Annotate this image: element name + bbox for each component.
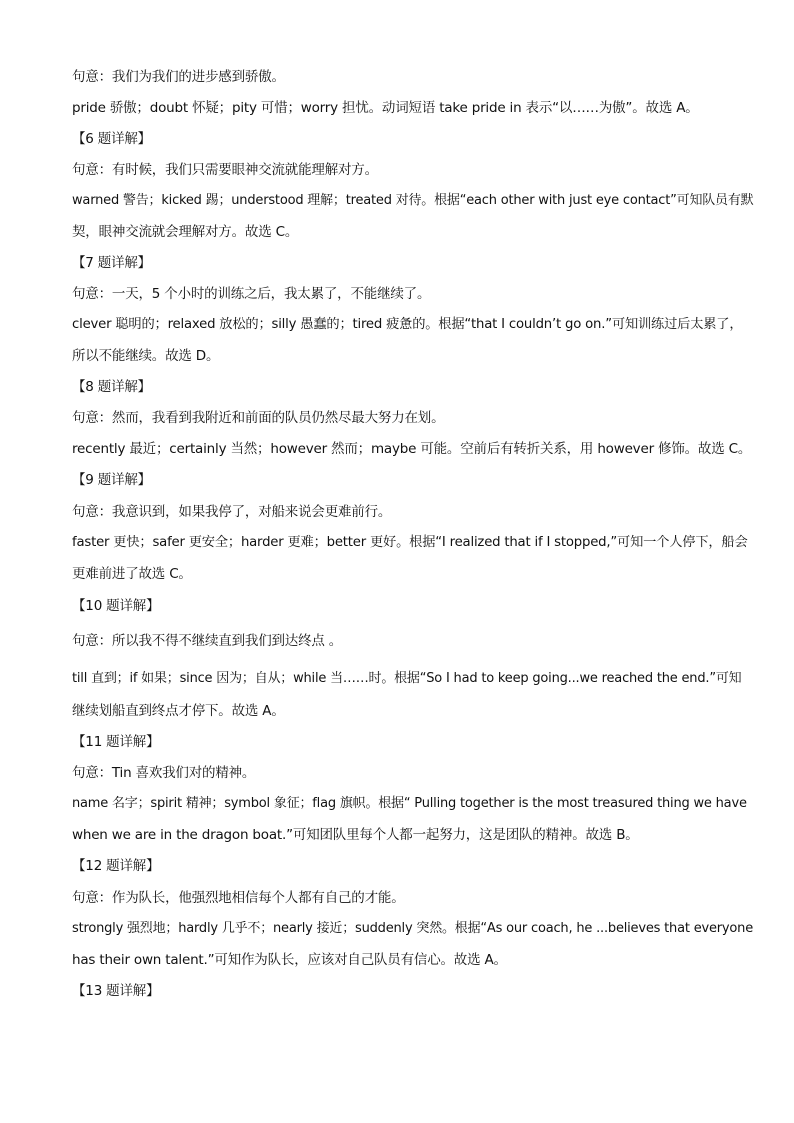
q7-heading: 【7 题详解】: [72, 255, 151, 271]
q7-explanation-2: 所以不能继续。故选 D。: [72, 348, 220, 364]
q9-heading: 【9 题详解】: [72, 472, 151, 488]
q12-explanation-1: strongly 强烈地；hardly 几乎不；nearly 接近；suddenly 突然。根据“As our coach, he ...believes that everyone: [72, 921, 754, 936]
q5-meaning: 句意：我们为我们的进步感到骄傲。: [72, 69, 285, 85]
q7-explanation-1: clever 聪明的；relaxed 放松的；silly 愚蠢的；tired 疲惫的。根据“that I couldn’t go on.”可知训练过后太累了，: [72, 317, 743, 332]
q10-explanation-1: till 直到；if 如果；since 因为；自从；while 当……时。根据“So I had to keep going...we reached the end.”可知: [72, 671, 742, 686]
q11-heading: 【11 题详解】: [72, 734, 160, 750]
q13-heading: 【13 题详解】: [72, 983, 160, 999]
q12-meaning: 句意：作为队长，他强烈地相信每个人都有自己的才能。: [72, 890, 405, 906]
q10-explanation-2: 继续划船直到终点才停下。故选 A。: [72, 703, 285, 719]
q7-meaning: 句意：一天，5 个小时的训练之后，我太累了，不能继续了。: [72, 286, 431, 302]
q8-heading: 【8 题详解】: [72, 379, 151, 395]
q6-explanation-1: warned 警告；kicked 踢；understood 理解；treated 对待。根据“each other with just eye contact”可知队员有默: [72, 193, 754, 208]
q8-meaning: 句意：然而，我看到我附近和前面的队员仍然尽最大努力在划。: [72, 410, 445, 426]
q8-explanation: recently 最近；certainly 当然；however 然而；maybe 可能。空前后有转折关系，用 however 修饰。故选 C。: [72, 441, 752, 457]
q11-meaning: 句意：Tin 喜欢我们对的精神。: [72, 765, 256, 781]
q6-heading: 【6 题详解】: [72, 131, 151, 147]
q6-explanation-2: 契，眼神交流就会理解对方。故选 C。: [72, 224, 299, 240]
q10-heading: 【10 题详解】: [72, 598, 160, 614]
q11-explanation-2: when we are in the dragon boat.”可知团队里每个人都一起努力，这是团队的精神。故选 B。: [72, 827, 639, 843]
q11-explanation-1: name 名字；spirit 精神；symbol 象征；flag 旗帜。根据“ Pulling together is the most treasured thing we have: [72, 796, 747, 811]
q9-explanation-1: faster 更快；safer 更安全；harder 更难；better 更好。根据“I realized that if I stopped,”可知一个人停下，船会: [72, 535, 748, 550]
q9-meaning: 句意：我意识到，如果我停了，对船来说会更难前行。: [72, 504, 392, 520]
q6-meaning: 句意：有时候，我们只需要眼神交流就能理解对方。: [72, 162, 378, 178]
q12-heading: 【12 题详解】: [72, 858, 160, 874]
q9-explanation-2: 更难前进了故选 C。: [72, 566, 192, 582]
q10-meaning: 句意：所以我不得不继续直到我们到达终点 。: [72, 633, 343, 649]
q5-explanation: pride 骄傲；doubt 怀疑；pity 可惜；worry 担忧。动词短语 take pride in 表示“以……为傲”。故选 A。: [72, 100, 699, 116]
q12-explanation-2: has their own talent.”可知作为队长，应该对自己队员有信心。故选 A。: [72, 952, 507, 968]
